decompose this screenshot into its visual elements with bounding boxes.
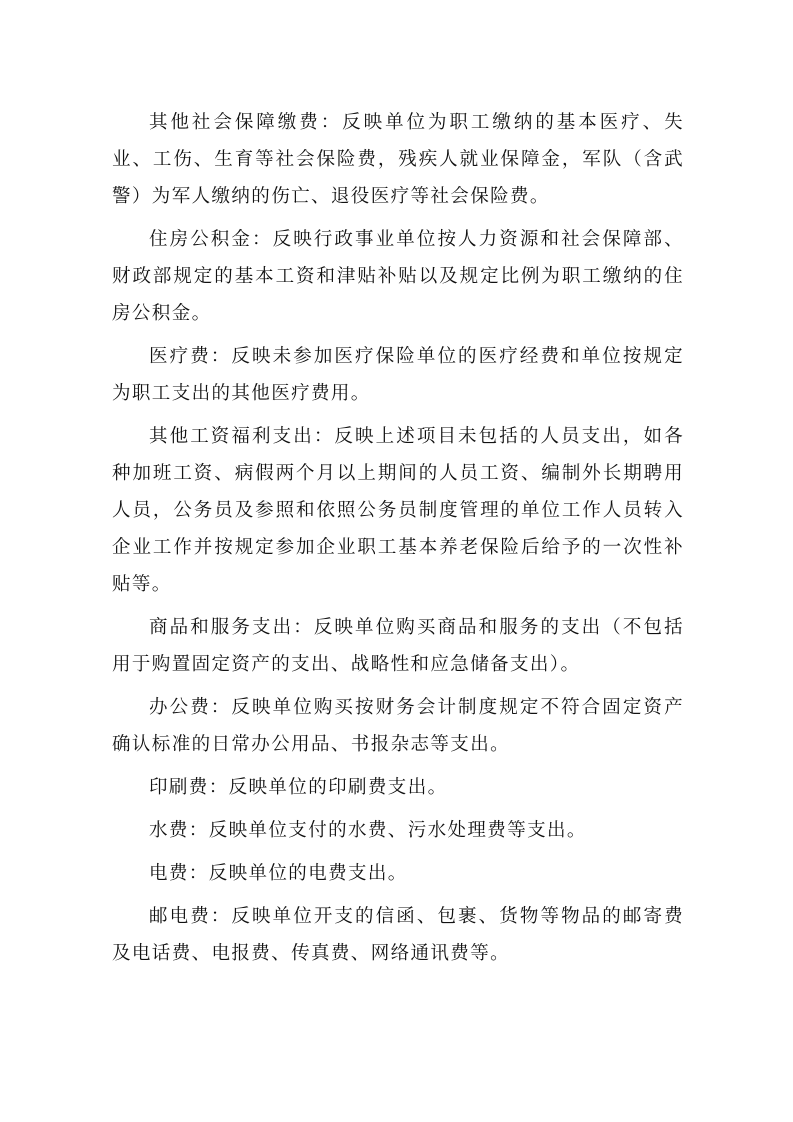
paragraph-office-expenses: 办公费：反映单位购买按财务会计制度规定不符合固定资产确认标准的日常办公用品、书报杂志等支出。 <box>112 697 684 755</box>
paragraph-electricity-expenses: 电费：反映单位的电费支出。 <box>149 863 408 884</box>
paragraph-printing-expenses: 印刷费：反映单位的印刷费支出。 <box>149 777 448 798</box>
paragraph-other-social-security: 其他社会保障缴费：反映单位为职工缴纳的基本医疗、失业、工伤、生育等社会保险费，残疾人就业保障金，军队（含武警）为军人缴纳的伤亡、退役医疗等社会保险费。 <box>112 112 684 207</box>
paragraph-other-wage-welfare: 其他工资福利支出：反映上述项目未包括的人员支出，如各种加班工资、病假两个月以上期间的人员工资、编制外长期聘用人员，公务员及参照和依照公务员制度管理的单位工作人员转入企业工作并按规定参加企业职工基本养老保险后给予的一次性补贴等。 <box>112 426 684 595</box>
paragraph-housing-fund: 住房公积金：反映行政事业单位按人力资源和社会保障部、财政部规定的基本工资和津贴补贴以及规定比例为职工缴纳的住房公积金。 <box>112 229 684 324</box>
paragraph-medical-expenses: 医疗费：反映未参加医疗保险单位的医疗经费和单位按规定为职工支出的其他医疗费用。 <box>112 346 684 404</box>
document-body <box>112 104 684 978</box>
paragraph-postal-telecom-expenses: 邮电费：反映单位开支的信函、包裹、货物等物品的邮寄费及电话费、电报费、传真费、网络通讯费等。 <box>112 906 684 964</box>
paragraph-goods-services: 商品和服务支出：反映单位购买商品和服务的支出（不包括用于购置固定资产的支出、战略性和应急储备支出）。 <box>112 617 684 675</box>
paragraph-water-expenses: 水费：反映单位支付的水费、污水处理费等支出。 <box>149 820 587 841</box>
